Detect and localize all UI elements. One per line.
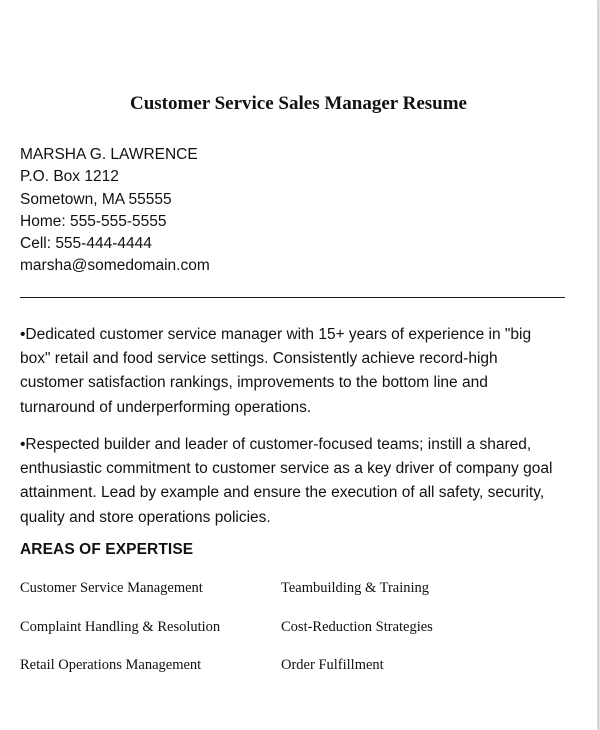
contact-email: marsha@somedomain.com: [20, 257, 210, 275]
expertise-item: Cost-Reduction Strategies: [281, 619, 433, 635]
page-title: Customer Service Sales Manager Resume: [129, 93, 467, 114]
expertise-item: Order Fulfillment: [281, 657, 384, 673]
expertise-item: Customer Service Management: [20, 580, 203, 596]
summary-paragraph: •Dedicated customer service manager with 15+ years of experience in "big box" retail and food service settings. Consistently achieve record-high customer satisfaction rankings, improvements to the bottom line and turnaround of underperforming operations.: [20, 326, 532, 416]
contact-address-line2: Sometown, MA 55555: [20, 190, 172, 208]
expertise-item: Retail Operations Management: [20, 657, 202, 673]
section-heading-expertise: AREAS OF EXPERTISE: [20, 541, 194, 558]
expertise-item: Complaint Handling & Resolution: [20, 619, 221, 635]
contact-home-phone: Home: 555-555-5555: [20, 212, 167, 230]
contact-name: MARSHA G. LAWRENCE: [20, 146, 198, 163]
contact-address-line1: P.O. Box 1212: [20, 168, 119, 186]
summary-paragraph: •Respected builder and leader of customer-focused teams; instill a shared, enthusiastic commitment to customer service as a key driver of company goal attainment. Lead by example and ensure the execution of all safety, security, quality and store operations policies.: [20, 436, 553, 526]
contact-cell-phone: Cell: 555-444-4444: [20, 235, 152, 253]
horizontal-divider: [20, 297, 565, 298]
expertise-item: Teambuilding & Training: [281, 580, 430, 596]
contact-block: [20, 144, 210, 278]
